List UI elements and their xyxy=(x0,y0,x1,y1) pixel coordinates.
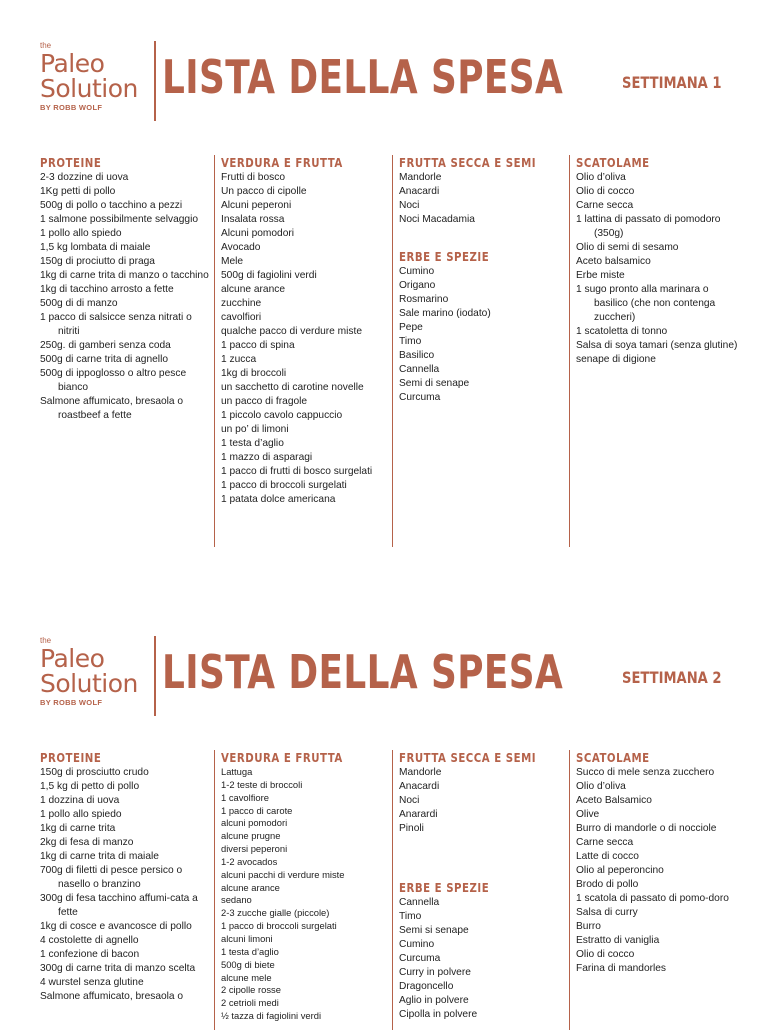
section-title-proteine: PROTEINE xyxy=(40,156,102,170)
list-item: 300g di fesa tacchino affumi-cata a fette xyxy=(40,893,198,918)
list-item: alcune mele xyxy=(221,971,272,983)
list-item: Olio di cocco xyxy=(576,186,635,197)
logo-byline: BY ROBB WOLF xyxy=(40,698,103,707)
list-item: Timo xyxy=(399,336,422,347)
logo-byline: BY ROBB WOLF xyxy=(40,103,103,112)
list-item: 1 scatoletta di tonno xyxy=(576,326,668,337)
list-item: 500g di carne trita di agnello xyxy=(40,354,168,365)
list-item: 150g di prosciutto crudo xyxy=(40,767,149,778)
list-item: Anarardi xyxy=(399,809,438,820)
list-item: Mele xyxy=(221,256,244,267)
list-item: 1,5 kg di petto di pollo xyxy=(40,781,140,792)
list-item: Un pacco di cipolle xyxy=(221,186,307,197)
list-item: Carne secca xyxy=(576,837,634,848)
list-item: alcuni pomodori xyxy=(221,817,288,829)
list-item: alcune arance xyxy=(221,284,286,295)
list-item: Dragoncello xyxy=(399,981,454,992)
list-item: Estratto di vaniglia xyxy=(576,935,660,946)
list-item: 2 cipolle rosse xyxy=(221,984,281,996)
column-verdura-frutta xyxy=(214,750,387,1030)
logo-the: the xyxy=(40,41,52,50)
section-title-frutta-secca: FRUTTA SECCA E SEMI xyxy=(399,751,537,765)
list-item: Olio d’oliva xyxy=(576,172,626,183)
list-item: Succo di mele senza zucchero xyxy=(576,767,715,778)
list-item: Anacardi xyxy=(399,781,440,792)
logo-the: the xyxy=(40,636,52,645)
list-item: 1,5 kg lombata di maiale xyxy=(40,242,151,253)
logo-solution: Solution xyxy=(40,74,138,103)
verdura-frutta-list xyxy=(221,766,387,1023)
list-item: 300g di carne trita di manzo scelta xyxy=(40,963,196,974)
column-scatolame xyxy=(569,750,745,1030)
list-item: Noci xyxy=(399,795,420,806)
list-item: un pacco di fragole xyxy=(221,396,308,407)
section-title-verdura-frutta: VERDURA E FRUTTA xyxy=(221,156,343,170)
column-frutta-secca-erbe xyxy=(392,750,565,1030)
list-item: alcune prugne xyxy=(221,830,281,842)
list-item: 2-3 zucche gialle (piccole) xyxy=(221,907,330,919)
shopping-list-week-2 xyxy=(0,595,768,1024)
list-item: 1Kg petti di pollo xyxy=(40,186,116,197)
list-item: senape di digione xyxy=(576,354,656,365)
list-item: Noci Macadamia xyxy=(399,214,475,225)
list-item: un po’ di limoni xyxy=(221,424,289,435)
list-item: 1kg di broccoli xyxy=(221,368,287,379)
list-item: 150g di prociutto di praga xyxy=(40,256,155,267)
column-proteine xyxy=(40,750,210,1030)
logo-solution: Solution xyxy=(40,669,138,698)
list-item: Olio di semi di sesamo xyxy=(576,242,679,253)
list-item: Olio di cocco xyxy=(576,949,635,960)
list-item: diversi peperoni xyxy=(221,843,288,855)
list-item: 1kg di carne trita di maiale xyxy=(40,851,159,862)
list-item: Olio al peperoncino xyxy=(576,865,664,876)
list-item: sedano xyxy=(221,894,252,906)
section-title-frutta-secca: FRUTTA SECCA E SEMI xyxy=(399,156,537,170)
verdura-frutta-list xyxy=(221,171,387,507)
logo-paleo: Paleo xyxy=(40,49,105,78)
list-item: Semi si senape xyxy=(399,925,469,936)
list-item: Frutti di bosco xyxy=(221,172,285,183)
list-item: Cumino xyxy=(399,939,435,950)
list-item: Carne secca xyxy=(576,200,634,211)
list-item: Salmone affumicato, bresaola o roastbeef a fette xyxy=(40,396,184,421)
list-item: Burro di mandorle o di nocciole xyxy=(576,823,717,834)
column-verdura-frutta xyxy=(214,155,387,547)
list-item: 1kg di cosce e avancosce di pollo xyxy=(40,921,192,932)
list-item: Burro xyxy=(576,921,601,932)
week-label: SETTIMANA 1 xyxy=(622,73,722,92)
list-item: Anacardi xyxy=(399,186,440,197)
list-item: Curcuma xyxy=(399,953,441,964)
list-item: Sale marino (iodato) xyxy=(399,308,491,319)
list-item: Cannella xyxy=(399,897,440,908)
scatolame-list xyxy=(576,171,745,367)
list-item: Curcuma xyxy=(399,392,441,403)
list-item: Rosmarino xyxy=(399,294,449,305)
list-item: 1kg di carne trita di manzo o tacchino xyxy=(40,270,209,281)
list-item: 1 pacco di broccoli surgelati xyxy=(221,920,337,932)
list-item: ½ tazza di fagiolini verdi xyxy=(221,1010,322,1022)
list-item: Aceto Balsamico xyxy=(576,795,652,806)
list-item: qualche pacco di verdure miste xyxy=(221,326,363,337)
list-item: Salsa di curry xyxy=(576,907,638,918)
list-item: 4 costolette di agnello xyxy=(40,935,139,946)
list-item: 4 wurstel senza glutine xyxy=(40,977,144,988)
list-item: 1 zucca xyxy=(221,354,257,365)
list-item: 1 pacco di spina xyxy=(221,340,295,351)
list-item: Noci xyxy=(399,200,420,211)
list-item: 700g di filetti di pesce persico o nasello o branzino xyxy=(40,865,183,890)
list-item: Aceto balsamico xyxy=(576,256,651,267)
list-item: Avocado xyxy=(221,242,261,253)
list-item: Semi di senape xyxy=(399,378,470,389)
list-item: Farina di mandorles xyxy=(576,963,667,974)
section-title-erbe-spezie: ERBE E SPEZIE xyxy=(399,250,490,264)
column-scatolame xyxy=(569,155,745,547)
list-item: 2kg di fesa di manzo xyxy=(40,837,134,848)
list-item: 500g di biete xyxy=(221,958,275,970)
list-item: alcune arance xyxy=(221,881,280,893)
list-item: 1 confezione di bacon xyxy=(40,949,140,960)
section-title-scatolame: SCATOLAME xyxy=(576,751,650,765)
list-item: Olio d’oliva xyxy=(576,781,626,792)
list-item: zucchine xyxy=(221,298,262,309)
list-item: alcuni pacchi di verdure miste xyxy=(221,868,345,880)
page-title: LISTA DELLA SPESA xyxy=(162,645,564,699)
list-item: 1 pollo allo spiedo xyxy=(40,228,122,239)
list-item: 1 pacco di salsicce senza nitrati o nitriti xyxy=(40,312,192,337)
list-item: Timo xyxy=(399,911,422,922)
list-item: 1 pollo allo spiedo xyxy=(40,809,122,820)
list-item: 1 scatola di passato di pomo-doro xyxy=(576,893,729,904)
section-title-proteine: PROTEINE xyxy=(40,751,102,765)
list-item: 500g di di manzo xyxy=(40,298,118,309)
list-item: 1kg di tacchino arrosto a fette xyxy=(40,284,174,295)
list-item: 1 testa d’aglio xyxy=(221,438,284,449)
list-item: 1 cavolfiore xyxy=(221,791,269,803)
list-item: 1kg di carne trita xyxy=(40,823,116,834)
list-item: 1-2 teste di broccoli xyxy=(221,778,303,790)
list-item: Basilico xyxy=(399,350,435,361)
list-item: Pepe xyxy=(399,322,423,333)
section-title-scatolame: SCATOLAME xyxy=(576,156,650,170)
section-title-erbe-spezie: ERBE E SPEZIE xyxy=(399,881,490,895)
scatolame-list xyxy=(576,766,745,976)
list-item: 1 mazzo di asparagi xyxy=(221,452,313,463)
erbe-spezie-list xyxy=(399,896,565,1022)
list-item: 1 patata dolce americana xyxy=(221,494,336,505)
list-item: 1 pacco di carote xyxy=(221,804,293,816)
list-item: alcuni limoni xyxy=(221,932,273,944)
list-item: un sacchetto di carotine novelle xyxy=(221,382,364,393)
list-item: 500g di ippoglosso o altro pesce bianco xyxy=(40,368,187,393)
list-item: Mandorle xyxy=(399,767,442,778)
list-item: 1 sugo pronto alla marinara o basilico (che non contenga zuccheri) xyxy=(576,284,716,323)
column-proteine xyxy=(40,155,210,547)
list-item: Latte di cocco xyxy=(576,851,639,862)
paleo-solution-logo xyxy=(40,637,152,707)
header-divider xyxy=(154,41,156,121)
list-item: 2-3 dozzine di uova xyxy=(40,172,129,183)
list-item: Salmone affumicato, bresaola o xyxy=(40,991,184,1002)
header-divider xyxy=(154,636,156,716)
list-item: Mandorle xyxy=(399,172,442,183)
section-title-verdura-frutta: VERDURA E FRUTTA xyxy=(221,751,343,765)
list-item: 1 lattina di passato di pomodoro (350g) xyxy=(576,214,721,239)
list-item: Alcuni peperoni xyxy=(221,200,292,211)
proteine-list xyxy=(40,171,210,423)
list-item: Origano xyxy=(399,280,436,291)
logo-paleo: Paleo xyxy=(40,644,105,673)
list-item: 1 piccolo cavolo cappuccio xyxy=(221,410,343,421)
week-label: SETTIMANA 2 xyxy=(622,668,722,687)
list-item: 1-2 avocados xyxy=(221,855,278,867)
list-item: Lattuga xyxy=(221,766,253,777)
list-item: Cumino xyxy=(399,266,435,277)
list-item: 1 salmone possibilmente selvaggio xyxy=(40,214,198,225)
list-item: Insalata rossa xyxy=(221,214,285,225)
paleo-solution-logo xyxy=(40,42,152,112)
proteine-list xyxy=(40,766,210,1004)
page-title: LISTA DELLA SPESA xyxy=(162,50,564,104)
list-item: Salsa di soya tamari (senza glutine) xyxy=(576,340,738,351)
list-item: Cipolla in polvere xyxy=(399,1009,478,1020)
list-item: 1 pacco di frutti di bosco surgelati xyxy=(221,466,373,477)
frutta-secca-list xyxy=(399,171,565,227)
list-item: 250g. di gamberi senza coda xyxy=(40,340,171,351)
list-item: 500g di fagiolini verdi xyxy=(221,270,317,281)
erbe-spezie-list xyxy=(399,265,565,405)
list-item: Curry in polvere xyxy=(399,967,471,978)
list-item: 1 dozzina di uova xyxy=(40,795,120,806)
list-item: 1 pacco di broccoli surgelati xyxy=(221,480,347,491)
frutta-secca-list xyxy=(399,766,565,836)
list-item: 500g di pollo o tacchino a pezzi xyxy=(40,200,183,211)
list-item: Olive xyxy=(576,809,600,820)
list-item: Cannella xyxy=(399,364,440,375)
list-item: Erbe miste xyxy=(576,270,625,281)
list-item: Alcuni pomodori xyxy=(221,228,295,239)
list-item: Brodo di pollo xyxy=(576,879,639,890)
list-item: Pinoli xyxy=(399,823,424,834)
column-frutta-secca-erbe xyxy=(392,155,565,547)
list-item: 2 cetrioli medi xyxy=(221,997,279,1009)
list-item: cavolfiori xyxy=(221,312,262,323)
list-item: 1 testa d’aglio xyxy=(221,945,279,957)
list-item: Aglio in polvere xyxy=(399,995,469,1006)
